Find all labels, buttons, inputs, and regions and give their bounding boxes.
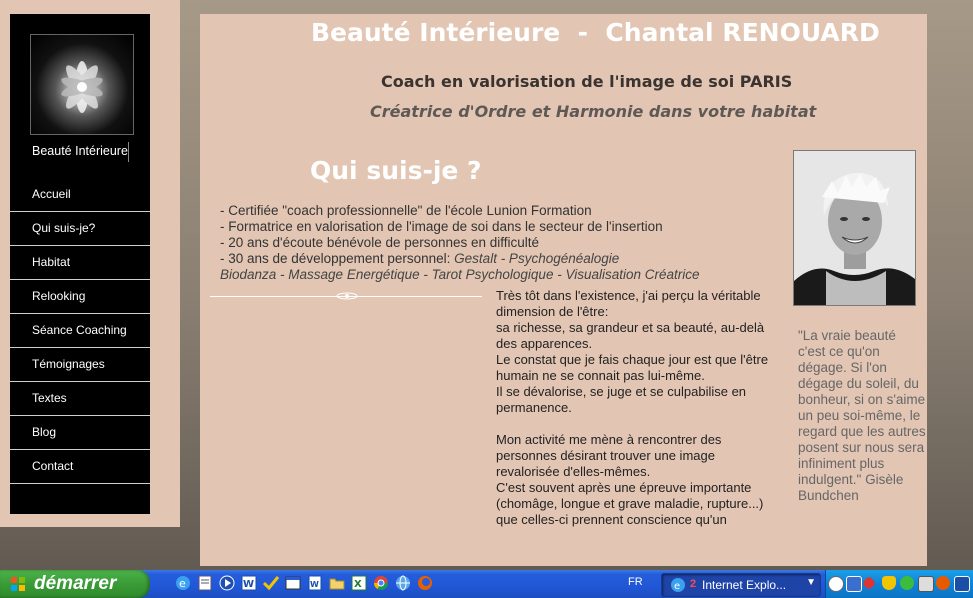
credentials-list — [220, 203, 760, 283]
media-player-icon[interactable] — [218, 574, 236, 592]
svg-text:X: X — [354, 579, 362, 590]
sidebar — [10, 14, 150, 514]
body-paragraph: Mon activité me mène à rencontrer des personnes désirant trouver une image revalorisée d'elles-mêmes. — [496, 432, 722, 479]
system-tray — [825, 570, 973, 598]
windows-logo-icon — [10, 576, 26, 592]
nav-item-accueil[interactable]: Accueil — [10, 178, 150, 212]
credential-italic: Biodanza - Massage Energétique - Tarot Psychologique - Visualisation Créatrice — [220, 267, 700, 282]
body-paragraph: sa richesse, sa grandeur et sa beauté, au-delà des apparences. — [496, 320, 765, 351]
checkmark-app-icon[interactable] — [262, 574, 280, 592]
nav-item-habitat[interactable]: Habitat — [10, 246, 150, 280]
excel-icon[interactable] — [350, 574, 368, 592]
body-paragraph: Il se dévalorise, se juge et se culpabilise en permanence. — [496, 384, 747, 415]
alert-icon[interactable] — [936, 576, 950, 590]
body-paragraph: Très tôt dans l'existence, j'ai perçu la véritable dimension de l'être: — [496, 288, 761, 319]
antivirus-icon[interactable] — [918, 576, 934, 592]
taskbar-item-label: Internet Explo... — [702, 578, 787, 592]
section-heading: Qui suis-je ? — [310, 156, 482, 185]
word-doc-icon[interactable] — [306, 574, 324, 592]
start-label: démarrer — [34, 573, 117, 594]
ornament-divider — [210, 292, 482, 300]
main-nav — [10, 178, 150, 484]
nav-item-blog[interactable]: Blog — [10, 416, 150, 450]
nav-item-relooking[interactable]: Relooking — [10, 280, 150, 314]
device-icon[interactable] — [954, 576, 970, 592]
nav-item-contact[interactable]: Contact — [10, 450, 150, 484]
nav-item-qui-suis-je[interactable]: Qui suis-je? — [10, 212, 150, 246]
ie-icon[interactable] — [174, 574, 192, 592]
taskbar — [0, 570, 973, 598]
logo-divider — [128, 142, 129, 162]
main-content — [200, 14, 927, 566]
folder-icon[interactable] — [328, 574, 346, 592]
logo-flower-image[interactable] — [30, 34, 134, 135]
body-paragraph — [496, 416, 771, 432]
shield-icon[interactable] — [882, 576, 896, 590]
body-paragraph: que celles-ci prennent conscience qu'un — [496, 512, 727, 527]
back-arrow-icon[interactable] — [828, 576, 844, 592]
subtitle-coach: Coach en valorisation de l'image de soi PARIS — [381, 72, 793, 91]
svg-text:e: e — [179, 577, 186, 590]
body-paragraph: Le constat que je fais chaque jour est que l'être humain ne se connait pas lui-même. — [496, 352, 769, 383]
credential-item — [220, 251, 760, 267]
credential-item: - Certifiée "coach professionnelle" de l'école Lunion Formation — [220, 203, 592, 218]
ie-icon — [670, 577, 686, 593]
quote-text: "La vraie beauté c'est ce qu'on dégage. Si l'on dégage du soleil, du bonheur, si on s'aime un peu soi-même, le regard que les autres posent sur nous sera infiniment plus indulgent." Gisèle Bundchen — [798, 328, 926, 503]
credential-italic: Gestalt - Psychogénéalogie — [454, 251, 620, 266]
chevron-down-icon: ▼ — [806, 577, 816, 588]
window-icon[interactable] — [284, 574, 302, 592]
subtitle-creatrice: Créatrice d'Ordre et Harmonie dans votre habitat — [370, 102, 817, 121]
logo-caption: Beauté Intérieure — [32, 144, 128, 158]
svg-text:e: e — [674, 581, 681, 592]
nav-item-textes[interactable]: Textes — [10, 382, 150, 416]
start-button[interactable] — [0, 570, 150, 598]
word-icon[interactable] — [240, 574, 258, 592]
page-title: Beauté Intérieure - Chantal RENOUARD — [311, 18, 880, 47]
svg-text:W: W — [310, 580, 319, 589]
portrait-photo — [793, 150, 916, 306]
language-indicator[interactable]: FR — [628, 576, 643, 588]
ornament-icon — [335, 292, 359, 300]
globe-icon[interactable] — [394, 574, 412, 592]
credential-item: - 20 ans d'écoute bénévole de personnes en difficulté — [220, 235, 540, 250]
credential-prefix: - 30 ans de développement personnel: — [220, 251, 455, 266]
window-count-badge: 2 — [690, 578, 697, 590]
body-text — [496, 288, 771, 528]
taskbar-item-internet-explorer[interactable] — [661, 573, 821, 597]
credential-item — [220, 267, 760, 283]
firefox-icon[interactable] — [416, 574, 434, 592]
left-panel — [0, 0, 180, 527]
svg-text:W: W — [243, 579, 255, 590]
volume-icon[interactable] — [900, 576, 914, 590]
chrome-icon[interactable] — [372, 574, 390, 592]
security-icon[interactable] — [862, 576, 876, 590]
network-icon[interactable] — [846, 576, 862, 592]
nav-item-temoignages[interactable]: Témoignages — [10, 348, 150, 382]
nav-item-seance-coaching[interactable]: Séance Coaching — [10, 314, 150, 348]
document-icon[interactable] — [196, 574, 214, 592]
credential-item: - Formatrice en valorisation de l'image de soi dans le secteur de l'insertion — [220, 219, 663, 234]
body-paragraph: C'est souvent après une épreuve importante (chomâge, longue et grave maladie, rupture...) — [496, 480, 764, 511]
